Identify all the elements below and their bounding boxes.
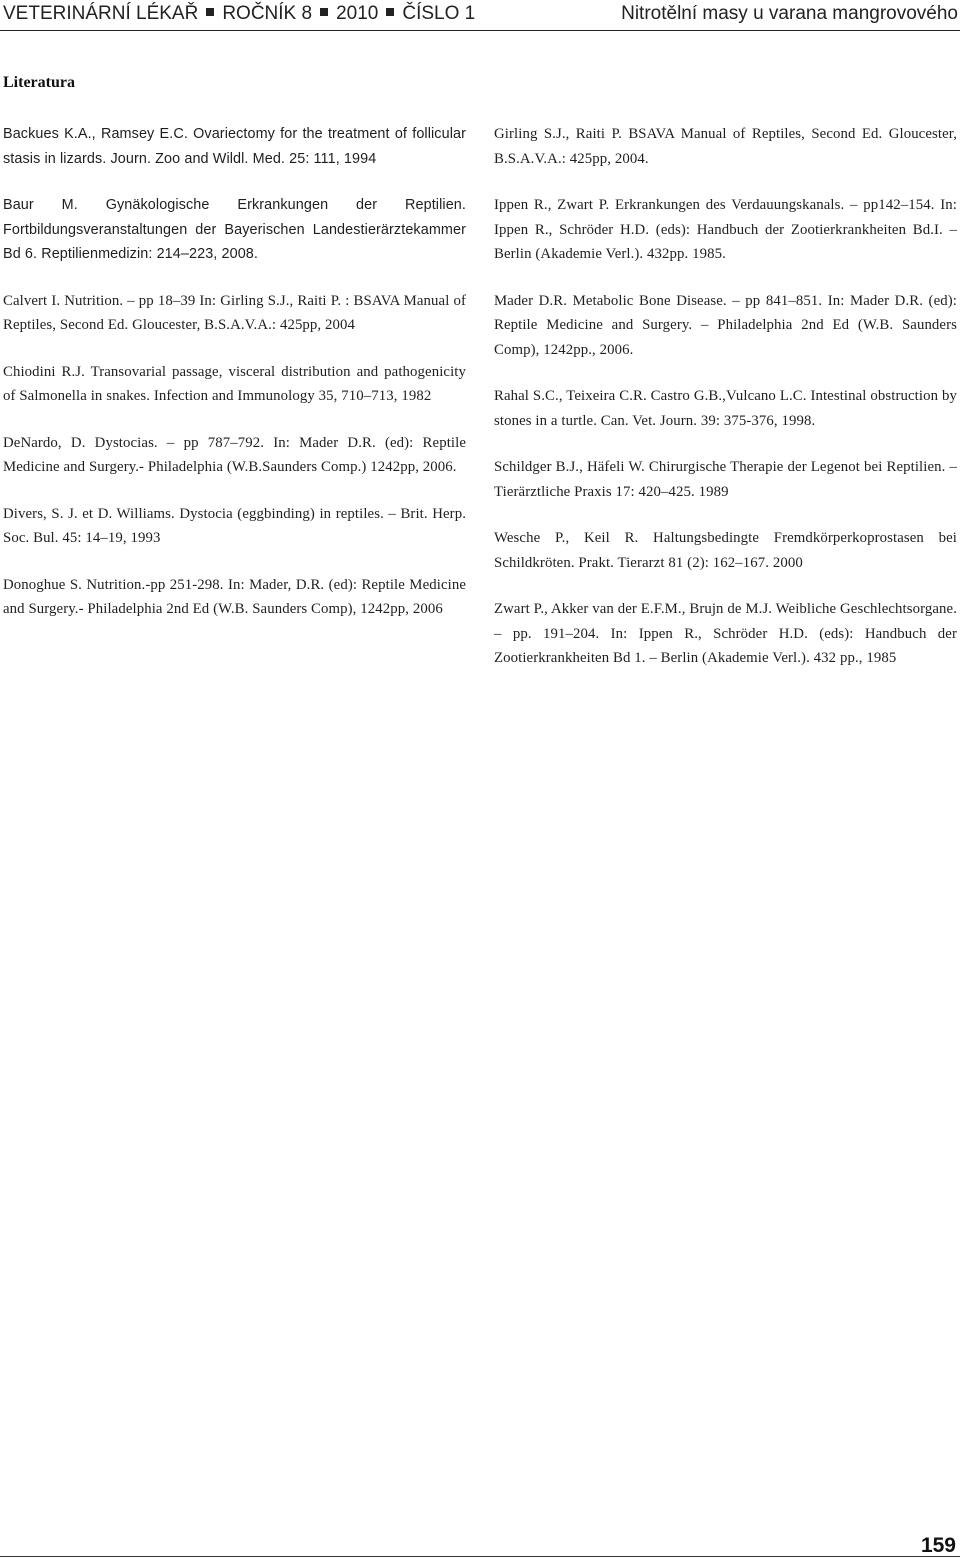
- square-bullet-icon: [206, 8, 214, 16]
- reference-item: Calvert I. Nutrition. – pp 18–39 In: Girling S.J., Raiti P. : BSAVA Manual of Reptiles, Second Ed. Gloucester, B.S.A.V.A.: 425pp, 2004: [3, 292, 466, 333]
- reference-item: Divers, S. J. et D. Williams. Dystocia (eggbinding) in reptiles. – Brit. Herp. Soc. Bul. 45: 14–19, 1993: [3, 505, 466, 546]
- reference-item: Rahal S.C., Teixeira C.R. Castro G.B.,Vulcano L.C. Intestinal obstruction by stones in a turtle. Can. Vet. Journ. 39: 375-376, 1998.: [494, 388, 957, 429]
- reference-item: Ippen R., Zwart P. Erkrankungen des Verdauungskanals. – pp142–154. In: Ippen R., Schröder H.D. (eds): Handbuch der Zootierkrankheiten Bd.I. – Berlin (Akademie Verl.). 432pp. 1985.: [494, 197, 957, 262]
- journal-year: 2010: [336, 3, 379, 24]
- reference-item: Baur M. Gynäkologische Erkrankungen der Reptilien. Fortbildungsveranstaltungen der Bayerischen Landestierärztekammer Bd 6. Reptilienmedizin: 214–223, 2008.: [3, 197, 466, 262]
- journal-masthead: [3, 3, 475, 25]
- running-header: [0, 0, 960, 31]
- reference-item: Zwart P., Akker van der E.F.M., Brujn de M.J. Weibliche Geschlechtsorgane. – pp. 191–204. In: Ippen R., Schröder H.D. (eds): Handbuch der Zootierkrankheiten Bd 1. – Berlin (Akademie Verl.). 432 pp., 1985: [494, 601, 957, 666]
- square-bullet-icon: [320, 8, 328, 16]
- footer-rule: [0, 1556, 960, 1557]
- reference-item: Chiodini R.J. Transovarial passage, visceral distribution and pathogenicity of Salmonella in snakes. Infection and Immunology 35, 710–713, 1982: [3, 363, 466, 404]
- journal-issue: ČÍSLO 1: [402, 3, 476, 24]
- section-title: Literatura: [3, 74, 75, 91]
- reference-item: Girling S.J., Raiti P. BSAVA Manual of Reptiles, Second Ed. Gloucester, B.S.A.V.A.: 425pp, 2004.: [494, 126, 957, 167]
- references-left-column: [3, 122, 466, 644]
- article-title: Nitrotělní masy u varana mangrovového: [621, 3, 958, 24]
- references-right-column: [494, 122, 957, 693]
- journal-volume: ROČNÍK 8: [222, 3, 313, 24]
- reference-item: Donoghue S. Nutrition.-pp 251-298. In: Mader, D.R. (ed): Reptile Medicine and Surgery.- Philadelphia 2nd Ed (W.B. Saunders Comp), 1242pp, 2006: [3, 576, 466, 617]
- reference-item: Schildger B.J., Häfeli W. Chirurgische Therapie der Legenot bei Reptilien. – Tierärztliche Praxis 17: 420–425. 1989: [494, 459, 957, 500]
- square-bullet-icon: [386, 8, 394, 16]
- journal-name: VETERINÁRNÍ LÉKAŘ: [3, 3, 199, 24]
- page-number: 159: [920, 1534, 956, 1557]
- reference-item: Backues K.A., Ramsey E.C. Ovariectomy for the treatment of follicular stasis in lizards. Journ. Zoo and Wildl. Med. 25: 111, 1994: [3, 126, 466, 167]
- reference-item: Mader D.R. Metabolic Bone Disease. – pp 841–851. In: Mader D.R. (ed): Reptile Medicine and Surgery. – Philadelphia 2nd Ed (W.B. Saunders Comp), 1242pp., 2006.: [494, 292, 957, 358]
- reference-item: DeNardo, D. Dystocias. – pp 787–792. In: Mader D.R. (ed): Reptile Medicine and Surgery.- Philadelphia (W.B.Saunders Comp.) 1242pp, 2006.: [3, 434, 466, 475]
- reference-item: Wesche P., Keil R. Haltungsbedingte Fremdkörperkoprostasen bei Schildkröten. Prakt. Tierarzt 81 (2): 162–167. 2000: [494, 530, 957, 571]
